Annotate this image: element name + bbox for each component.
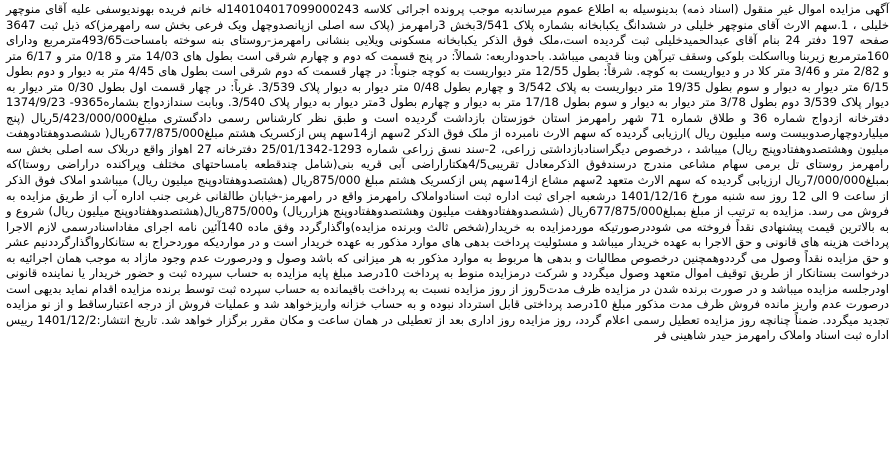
notice-body: بدینوسیله به اطلاع عموم میرساندبه موجب پرونده اجرائی کلاسه 140104017099000243له خانم فریده بهوندیوسفی علیه آقای منوچهر خلیلی ، 1.سهم الارث آقای منوچهر خلیلی در ششدانگ یکبابخانه بشماره پلاک 3/541بخش 3رامهرمز (پلاک سه اصلی ازپانصدوچهل ویک فرعی بخش سه رامهرمز)که ذیل ثبت 3647 صفحه 197 دفتر 24 بنام آقای عبدالحمیدخلیلی ثبت گردیده است،ملک فوق الذکر یکبابخانه مسکونی ویلایی بنشانی رامهرمز-روستای بنه سوخته بامساحت493/65مترمربع ودارای 160مترمربع زیربنا وبااسکلت بلوکی وسقف تیرآهن وبنا قدیمی میباشد. باحدوداربعه: شمالاً: در پنج قسمت که دوم و چهارم شرقی است بطول های 14/03 متر و 0/18 متر و 6/17 متر و 2/82 متر و 3/46 متر کلا در و دیواریست به کوچه. شرقاً: بطول 12/55 متر دیواریست به کوچه جنوباً: در چهار قسمت که دوم شرقی است بطول های 4/45 متر به دیوار و دوم بطول 6/15 متر دیوار به دیوار و سوم بطول 19/35 متر دیواریست به پلاک 3/542 و چهارم بطول 0/48 متر دیوار به دیوار پلاک 3/539. غرباً: در چهار قسمت اول بطول 0/30 متر دیوار به دیوار پلاک 3/539 دوم بطول 3/78 متر دیوار به دیوار و سوم بطول 17/18 متر به دیوار و چهارم بطول 3متر دیوار به دیوار پلاک 3/540. وبابت سندازدواج بشماره9365- 1374/9/23 دفترخانه ازدواج شماره 36 و طلاق شماره 71 شهر رامهرمز استان خوزستان بازداشت گردیده است و طبق نظر کارشناس رسمی دادگستری مبلغ5/423/000/000ریال (پنج میلیاردوچهارصدوبیست وسه میلیون ریال )ارزیابی گردیده که سهم الارث نامبرده از ملک فوق الذکر 2سهم از14سهم پس ازکسریک هشتم مبلغ677/875/000ریال( ششصدوهفتادوهفت میلیون وهشتصدوهفتادوپنج ریال) میباشد ، درخصوص دیگراسنادبازداشتی زراعی، 2-سند نسق زراعی شماره 1293-25/01/1342 دفترخانه 27 اهواز واقع دربلاک سه اصلی بخش سه رامهرمز روستای تل برمی سهام مشاعی مندرج درسندفوق الذکرمعادل تقریبی4/5هکتاراراضی آبی قریه بنی(شامل چندقطعه بامساحتهای مختلف وپراکنده دراراضی روستا)که بمبلغ7/000/000ریال ارزیابی گردیده که سهم الارث متعهد 2سهم مشاع از14سهم پس ازکسریک هشتم مبلغ 875/000ریال (هشتصدوهفتادوپنج میلیون ریال) میباشدو املاک فوق الذکر از ساعت 9 الی 12 روز سه شنبه مورخ 1401/12/16 درشعبه اجرای ثبت اداره ثبت اسنادواملاک رامهرمز واقع در رامهرمز-خیابان طالقانی غربی جنب اداره آب از طریق مزایده به فروش می رسد. مزایده به ترتیب از مبلغ بمبلغ677/875/000ریال (ششصدوهفتادوهفت میلیون وهشتصدوهفتادوپنج هزارریال) و875/000ریال(هشتصدوهفتادوپنج میلیون ریال) شروع و به بالاترین قیمت پیشنهادی نقداً فروخته می شوددرصورتیکه موردمزایده به خریدار(شخص ثالث وبرنده مزایده)واگذارگردد وفق ماده 140آئین نامه اجرای مفاداسنادرسمی لازم الاجرا پرداخت هزینه های قانونی و حق الاجرا به عهده خریدار میباشد و مسئولیت پرداخت بدهی های موارد مذکور به عهده خریدار است و در مواردیکه موردحراج به ستانکارواگذارگرددنیم عشر و حق مزایده نقداً وصول می گرددوهمچنین درخصوص مطالبات و بدهی ها مربوط به موارد مذکور به هر میزانی که باشد وصول و ودرصورت عدم وجود مازاد به موجب همان اجرائیه به درخواست بستانکار از طریق توقیف اموال متعهد وصول میگردد و شرکت درمزایده منوط به پرداخت 10درصد مبلغ پایه مزایده به حساب سپرده ثبت و حضور خریدار یا نماینده قانونی اودرجلسه مزایده میباشد و در صورت برنده شدن در مزایده ظرف مدت5روز از روز مزایده نسبت به پرداخت باقیمانده به حساب سپرده ثبت توسط برنده مزایده اقدام نماید بدیهی است درصورت عدم واریز مانده فروش ظرف مدت مذکور مبلغ 10درصد پرداختی قابل استرداد نبوده و به حساب خزانه واریزخواهد شد و عملیات فروش از درجه اعتبارساقط و از نو مزایده تجدید میگردد. ضمناً چنانچه روز مزایده تعطیل رسمی اعلام گردد، روز مزایده روز اداری بعد از تعطیلی در همان ساعت و مکان مقرر برگزار خواهد شد. تاریخ انتشار:1401/12/2 رییس اداره ثبت اسناد واملاک رامهرمز حیدر شاهینی فر — [6, 2, 890, 343]
notice-title: آگهی مزایده اموال غیر منقول (اسناد ذمه) — [682, 2, 890, 16]
notice-paragraph — [6, 2, 889, 344]
